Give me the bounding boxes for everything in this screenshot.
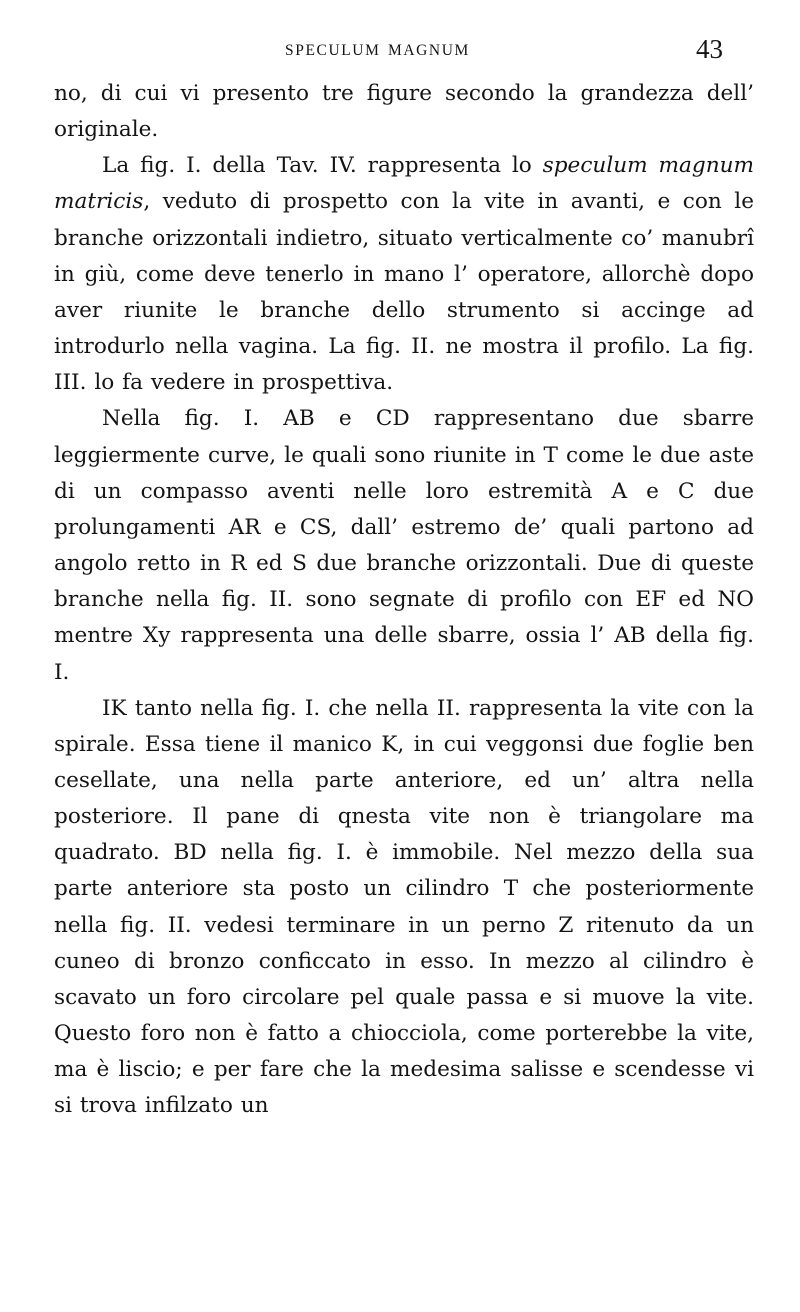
paragraph bbox=[54, 401, 754, 690]
text-segment: , veduto di prospetto con la vite in avanti, e con le branche orizzontali indietro, situato verticalmente co’ manubrî in giù, come deve tenerlo in mano l’ operatore, allorchè dopo aver riunite le branche dello strumento si accinge ad introdurlo nella vagina. La fig. II. ne mostra il profilo. La fig. III. lo fa vedere in prospettiva. bbox=[54, 189, 754, 396]
text-segment: no, di cui vi presento tre figure secondo la grandezza dell’ originale. bbox=[54, 81, 754, 143]
text-segment: La fig. I. della Tav. IV. rappresenta lo bbox=[102, 153, 543, 179]
text-segment: Nella fig. I. AB e CD rappresentano due sbarre leggiermente curve, le quali sono riunite in T come le due aste di un compasso aventi nelle loro estremità A e C due prolungamenti AR e CS, dall’ estremo de’ quali partono ad angolo retto in R ed S due branche orizzontali. Due di queste branche nella fig. II. sono segnate di profilo con EF ed NO mentre Xy rappresenta una delle sbarre, ossia l’ AB della fig. I. bbox=[54, 406, 754, 685]
paragraph bbox=[54, 76, 754, 148]
paragraph bbox=[54, 691, 754, 1125]
paragraph bbox=[54, 148, 754, 401]
running-header bbox=[0, 34, 800, 66]
italic-term: speculum magnum matricis bbox=[54, 153, 754, 215]
text-segment: IK tanto nella fig. I. che nella II. rappresenta la vite con la spirale. Essa tiene il manico K, in cui veggonsi due foglie ben cesellate, una nella parte anteriore, ed un’ altra nella posteriore. Il pane di qnesta vite non è triangolare ma quadrato. BD nella fig. I. è immobile. Nel mezzo della sua parte anteriore sta posto un cilindro T che posteriormente nella fig. II. vedesi terminare in un perno Z ritenuto da un cuneo di bronzo conficcato in esso. In mezzo al cilindro è scavato un foro circolare pel quale passa e si muove la vite. Questo foro non è fatto a chiocciola, come porterebbe la vite, ma è liscio; e per fare che la medesima salisse e scendesse vi si trova infilzato un bbox=[54, 695, 754, 1119]
body-text bbox=[54, 76, 754, 1125]
running-title: SPECULUM MAGNUM bbox=[285, 42, 470, 59]
page-number: 43 bbox=[696, 34, 723, 64]
